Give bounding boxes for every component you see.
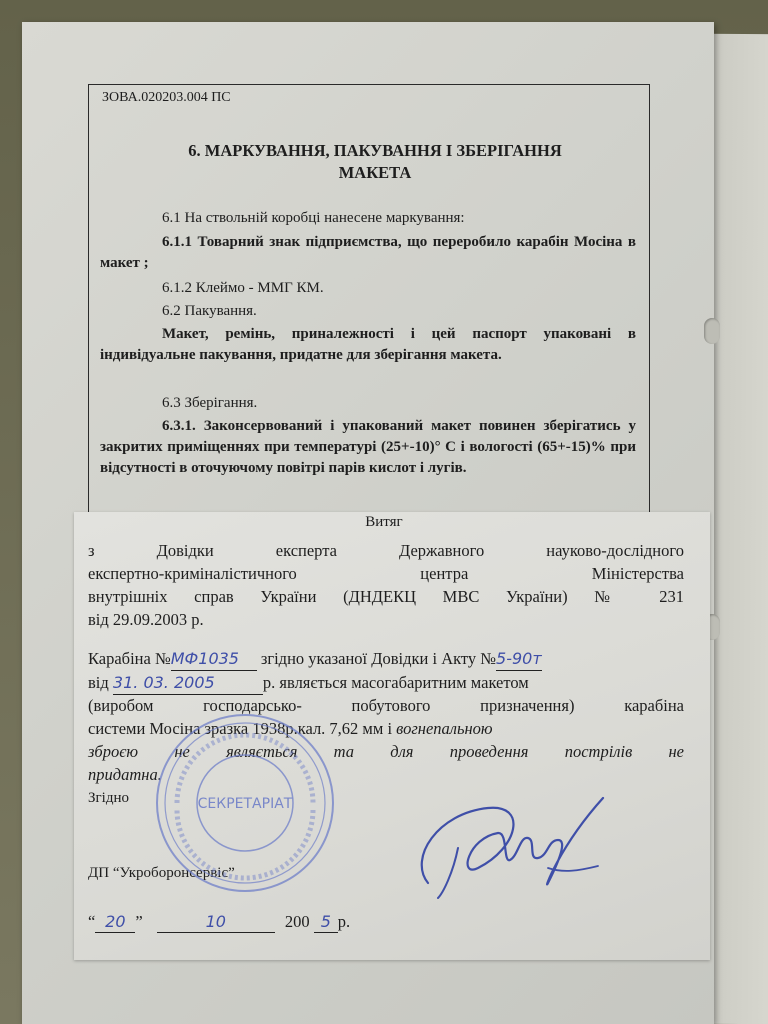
binding-hole	[704, 318, 720, 344]
extract-line: експертно-криміналістичного центра Міністерства	[88, 564, 684, 583]
extract-line: системи Мосіна зразка 1938р.кал. 7,62 мм і вогнепальною	[88, 719, 493, 738]
extract-line: (виробом господарсько- побутового призначення) карабіна	[88, 696, 684, 715]
paragraph-6-1-1: 6.1.1 Товарний знак підприємства, що переробило карабін Мосіна в макет ;	[100, 234, 636, 271]
handwritten-day: 20	[105, 912, 126, 931]
date-line: від 31. 03. 2005 р. являється масогабаритним макетом	[88, 672, 684, 695]
agreed-label: Згідно	[88, 790, 129, 806]
handwritten-number: МФ1035	[170, 649, 239, 668]
document-code: ЗОВА.020203.004 ПС	[102, 90, 231, 105]
handwritten-act-number: 5-90т	[496, 649, 542, 668]
stamp-text: СЕКРЕТАРІАТ	[197, 796, 293, 812]
paragraph-6-3-1: 6.3.1. Законсервований і упакований макет повинен зберігатись у закритих приміщеннях при температурі (25+-10)° С і вологості (65+-15)% при відсутності в оточуючому повітрі парів кислот і лугів.	[100, 418, 636, 476]
paragraph-6-1: 6.1 На ствольній коробці нанесене маркування:	[162, 210, 465, 226]
paragraph-6-3: 6.3 Зберігання.	[162, 395, 258, 411]
organization-name: ДП “Укроборонсервіс”	[88, 865, 235, 881]
extract-line: зброєю не являється та для проведення пострілів не	[88, 742, 684, 761]
handwritten-year-digit: 5	[320, 912, 331, 931]
handwritten-month: 10	[205, 912, 226, 931]
handwritten-date: 31. 03. 2005	[112, 673, 215, 692]
paragraph-packaging: Макет, ремінь, приналежності і цей паспорт упаковані в індивідуальне пакування, придатне для зберігання макета.	[100, 326, 636, 363]
carbine-number-line: Карабіна №МФ1035 згідно указаної Довідки і Акту №5-90т	[88, 648, 684, 671]
round-stamp-icon	[152, 710, 338, 896]
extract-line: внутрішніх справ України (ДНДЕКЦ МВС України) № 231	[88, 587, 684, 606]
signature-icon	[398, 788, 618, 908]
extract-line: від 29.09.2003 р.	[88, 610, 204, 629]
paragraph-6-1-2: 6.1.2 Клеймо - ММГ КМ.	[162, 280, 324, 296]
section-title: 6. МАРКУВАННЯ, ПАКУВАННЯ І ЗБЕРІГАННЯ МАКЕТА	[188, 141, 562, 182]
paragraph-6-2: 6.2 Пакування.	[162, 303, 257, 319]
signature-date: “ 20 ” 10 200 5 р.	[88, 912, 351, 931]
extract-line: з Довідки експерта Державного науково-дослідного	[88, 541, 684, 560]
extract-line: придатна.	[88, 765, 162, 784]
extract-title: Витяг	[365, 514, 403, 530]
